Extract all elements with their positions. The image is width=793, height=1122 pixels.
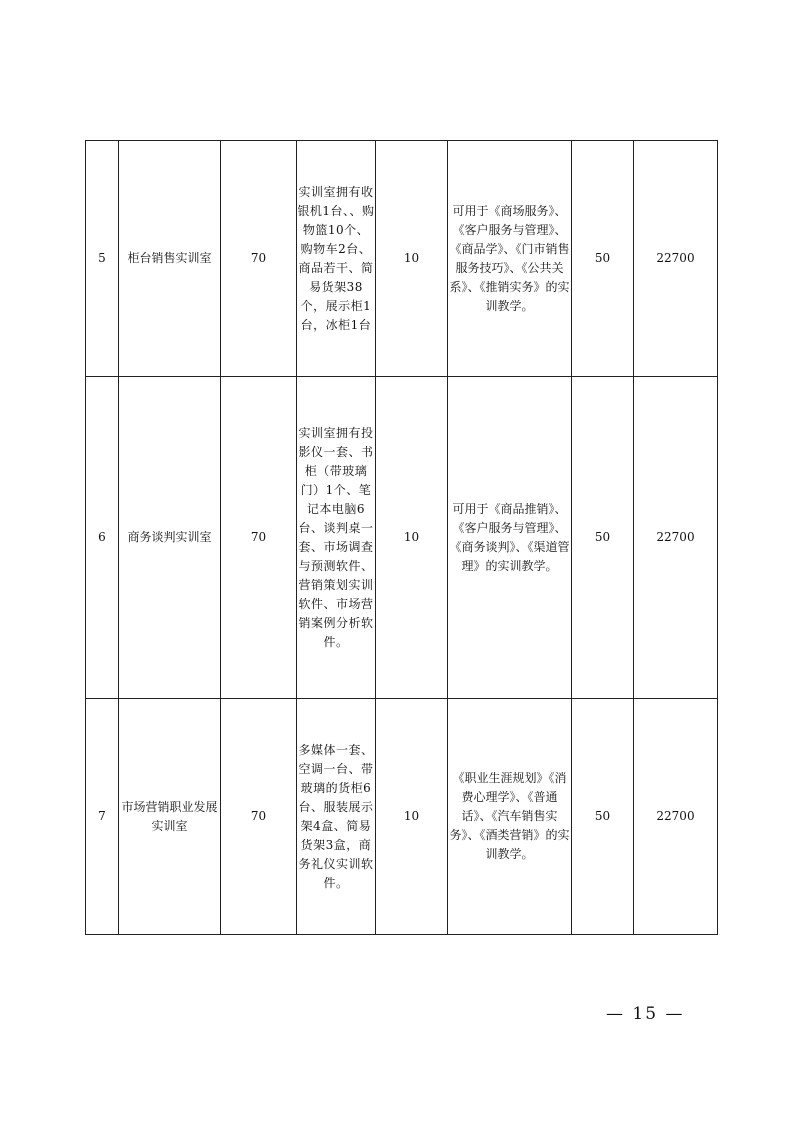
equipment-description: 多媒体一套、空调一台、带玻璃的货柜6台、服装展示架4盒、简易货架3盒，商务礼仪实训软件。 — [297, 699, 376, 935]
room-area: 70 — [221, 141, 297, 377]
training-room-table — [85, 140, 718, 935]
room-name: 市场营销职业发展实训室 — [119, 699, 221, 935]
equipment-description: 实训室拥有收银机1台、、购物篮10个、购物车2台、商品若干、简易货架38个，展示柜1台，冰柜1台 — [297, 141, 376, 377]
row-number: 5 — [86, 141, 119, 377]
usage-description: 可用于《商场服务》、《客户服务与管理》、《商品学》、《门市销售服务技巧》、《公共关系》、《推销实务》的实训教学。 — [448, 141, 572, 377]
station-count: 10 — [376, 699, 448, 935]
row-number: 6 — [86, 377, 119, 699]
table-row — [86, 377, 718, 699]
table-row — [86, 141, 718, 377]
capacity: 50 — [572, 377, 634, 699]
equipment-description: 实训室拥有投影仪一套、书柜（带玻璃门）1个、笔记本电脑6台、谈判桌一套、市场调查与预测软件、营销策划实训软件、市场营销案例分析软件。 — [297, 377, 376, 699]
amount: 22700 — [634, 699, 718, 935]
amount: 22700 — [634, 141, 718, 377]
usage-description: 可用于《商品推销》、《客户服务与管理》、《商务谈判》、《渠道管理》的实训教学。 — [448, 377, 572, 699]
capacity: 50 — [572, 699, 634, 935]
room-area: 70 — [221, 377, 297, 699]
amount: 22700 — [634, 377, 718, 699]
page-number: — 15 — — [606, 1004, 685, 1024]
room-name: 柜台销售实训室 — [119, 141, 221, 377]
room-name: 商务谈判实训室 — [119, 377, 221, 699]
row-number: 7 — [86, 699, 119, 935]
station-count: 10 — [376, 141, 448, 377]
room-area: 70 — [221, 699, 297, 935]
table-row — [86, 699, 718, 935]
station-count: 10 — [376, 377, 448, 699]
usage-description: 《职业生涯规划》《消费心理学》、《普通话》、《汽车销售实务》、《酒类营销》的实训教学。 — [448, 699, 572, 935]
capacity: 50 — [572, 141, 634, 377]
